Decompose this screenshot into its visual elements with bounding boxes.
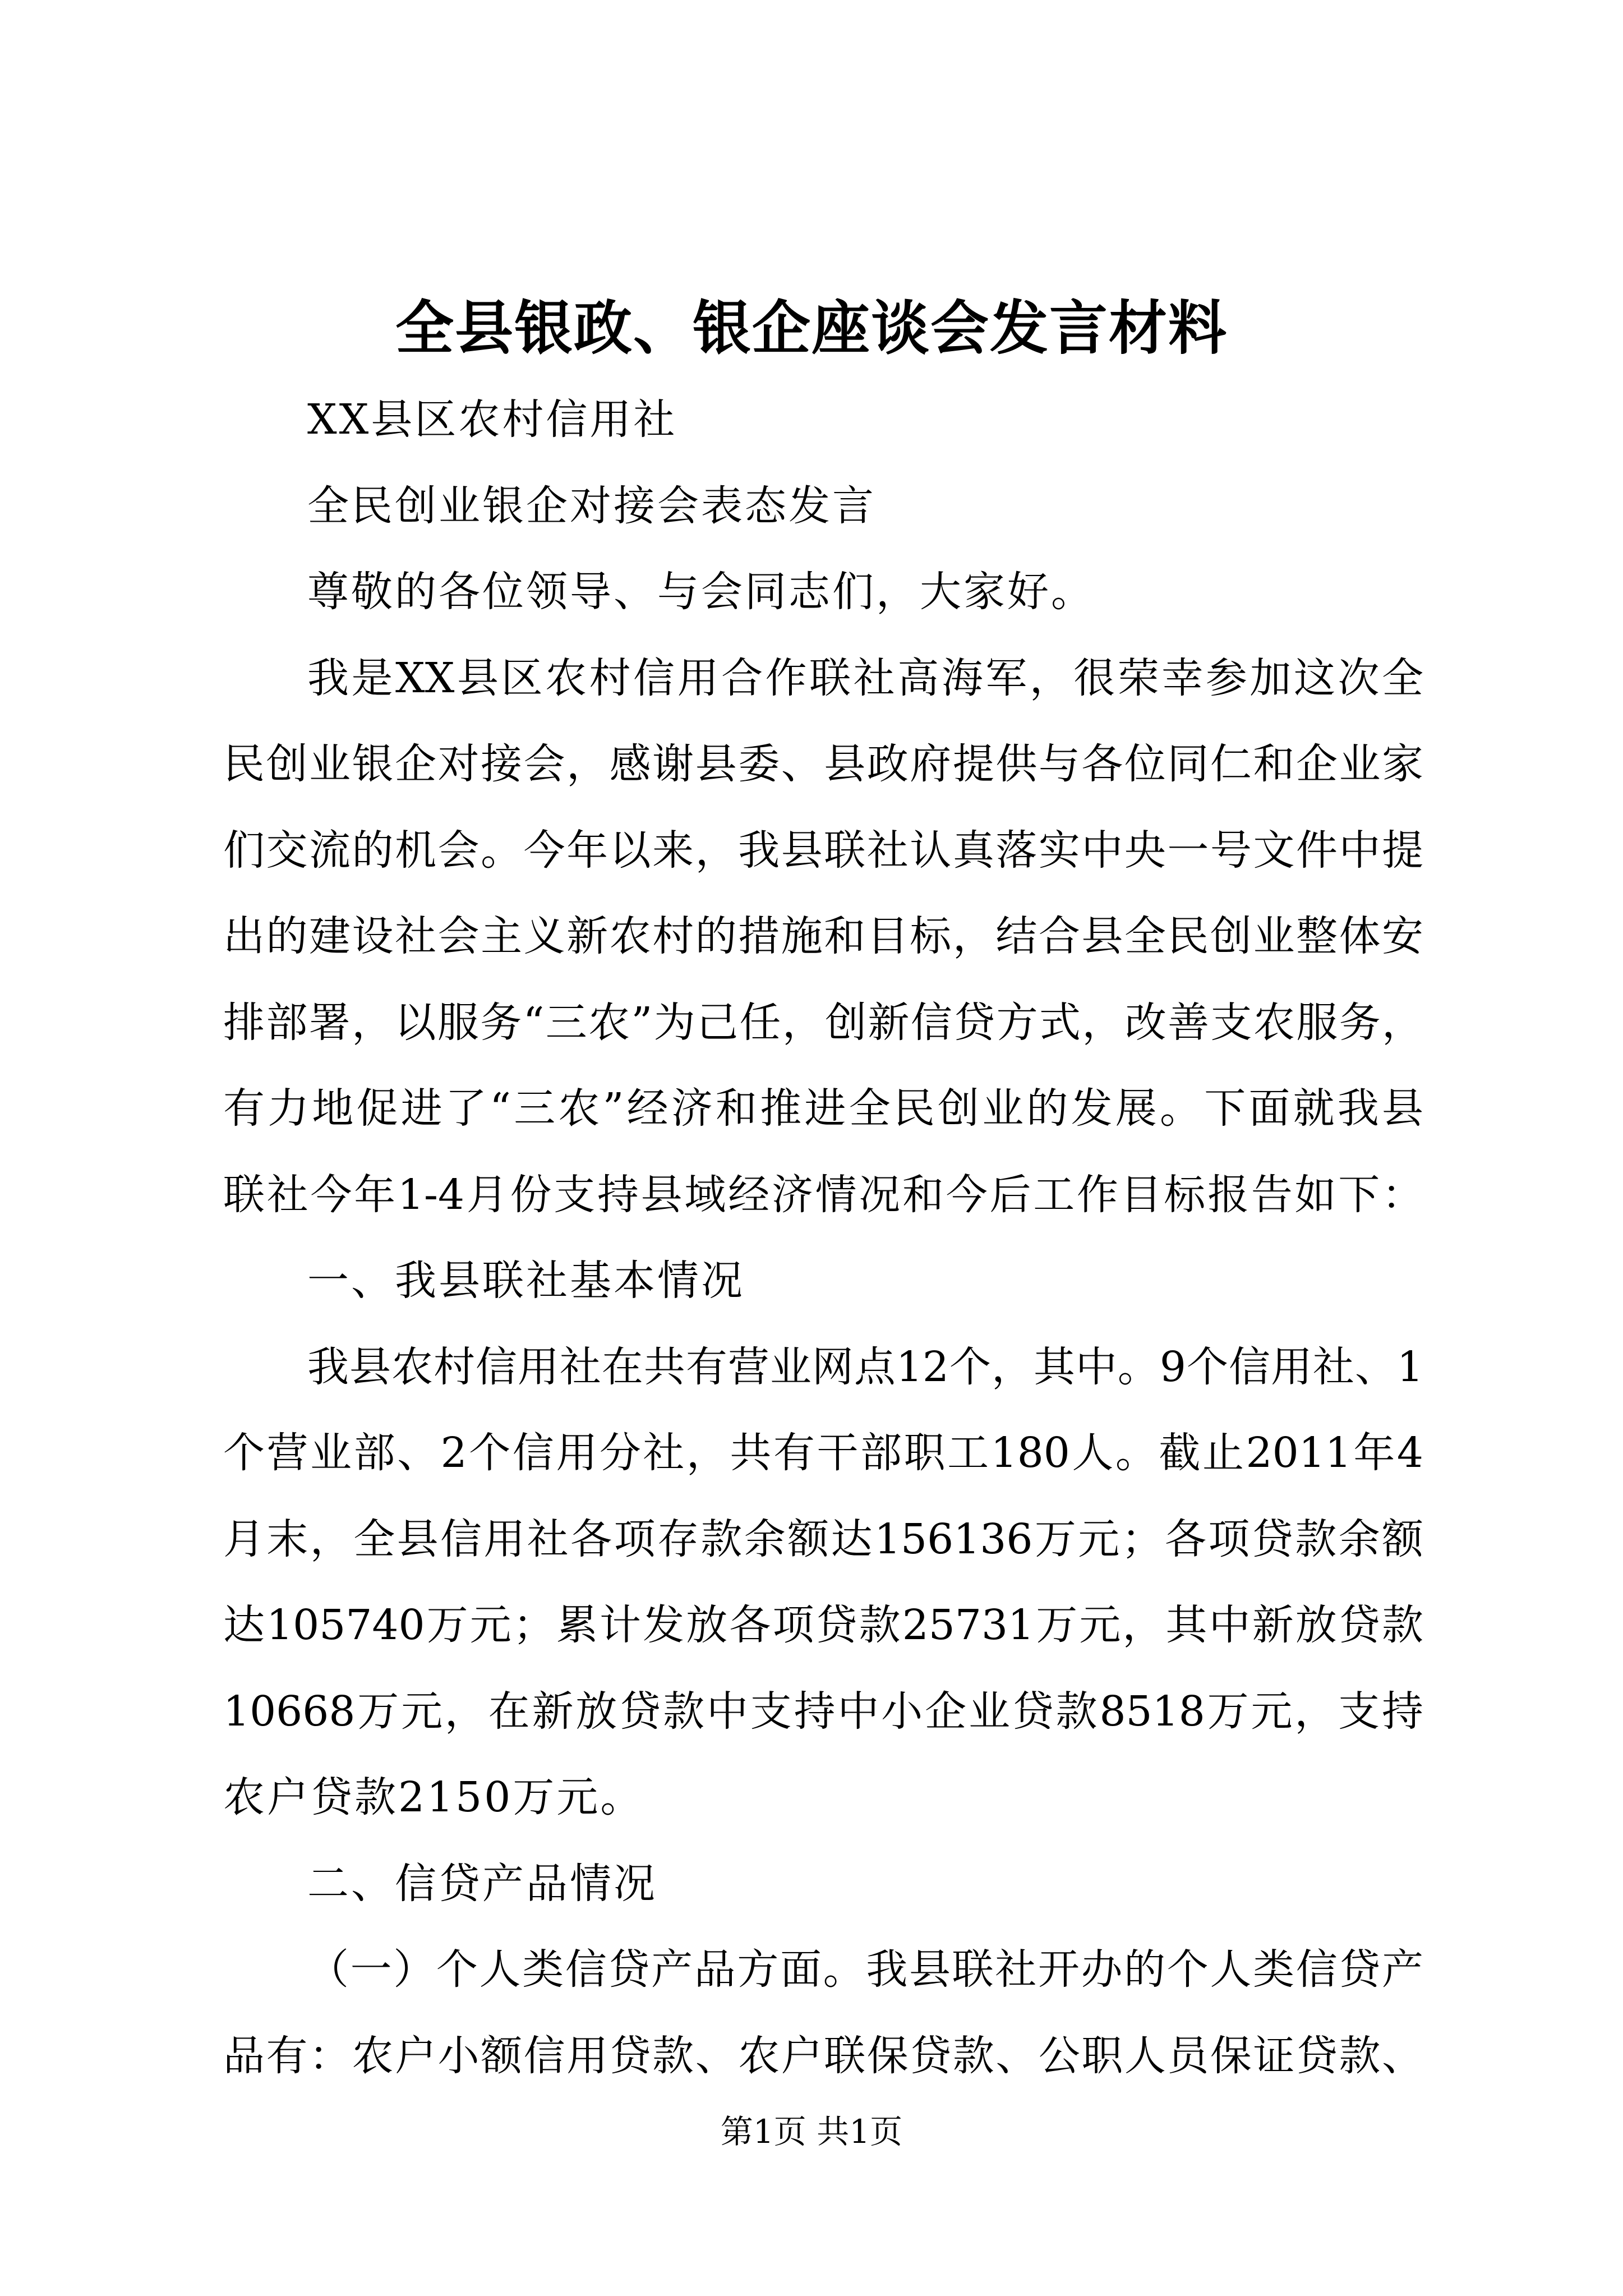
paragraph-line: 个营业部、2个信用分社，共有干部职工180人。截止2011年4 [223, 1429, 1423, 1477]
paragraph-line: 出的建设社会主义新农村的措施和目标，结合县全民创业整体安 [223, 912, 1423, 960]
paragraph-line: 民创业银企对接会，感谢县委、县政府提供与各位同仁和企业家 [223, 740, 1423, 788]
paragraph-line: 月末，全县信用社各项存款余额达156136万元；各项贷款余额 [223, 1515, 1423, 1563]
section-heading: 一、我县联社基本情况 [307, 1257, 745, 1305]
page-footer: 第1页 共1页 [720, 2113, 903, 2151]
paragraph-line: （一）个人类信贷产品方面。我县联社开办的个人类信贷产 [307, 1945, 1423, 1994]
paragraph-line: 排部署，以服务“三农”为己任，创新信贷方式，改善支农服务， [223, 998, 1423, 1047]
paragraph-line: 联社今年1-4月份支持县域经济情况和今后工作目标报告如下： [223, 1170, 1423, 1219]
paragraph-line: 全民创业银企对接会表态发言 [307, 481, 876, 530]
paragraph-line: XX县区农村信用社 [307, 395, 677, 444]
document-title: 全县银政、银企座谈会发言材料 [395, 293, 1228, 362]
paragraph-line: 品有：农户小额信用贷款、农户联保贷款、公职人员保证贷款、 [223, 2031, 1423, 2080]
document-body [223, 377, 1423, 2099]
paragraph-line: 10668万元，在新放贷款中支持中小企业贷款8518万元，支持 [223, 1687, 1423, 1736]
paragraph-line: 农户贷款2150万元。 [223, 1773, 644, 1821]
section-heading: 二、信贷产品情况 [307, 1859, 657, 1908]
paragraph-line: 达105740万元；累计发放各项贷款25731万元，其中新放贷款 [223, 1601, 1423, 1649]
paragraph-line: 我是XX县区农村信用合作联社高海军，很荣幸参加这次全 [307, 654, 1423, 702]
paragraph-line: 我县农村信用社在共有营业网点12个，其中。9个信用社、1 [307, 1342, 1423, 1391]
paragraph-line: 们交流的机会。今年以来，我县联社认真落实中央一号文件中提 [223, 826, 1423, 875]
paragraph-line: 尊敬的各位领导、与会同志们，大家好。 [307, 568, 1095, 616]
paragraph-line: 有力地促进了“三农”经济和推进全民创业的发展。下面就我县 [223, 1084, 1423, 1133]
